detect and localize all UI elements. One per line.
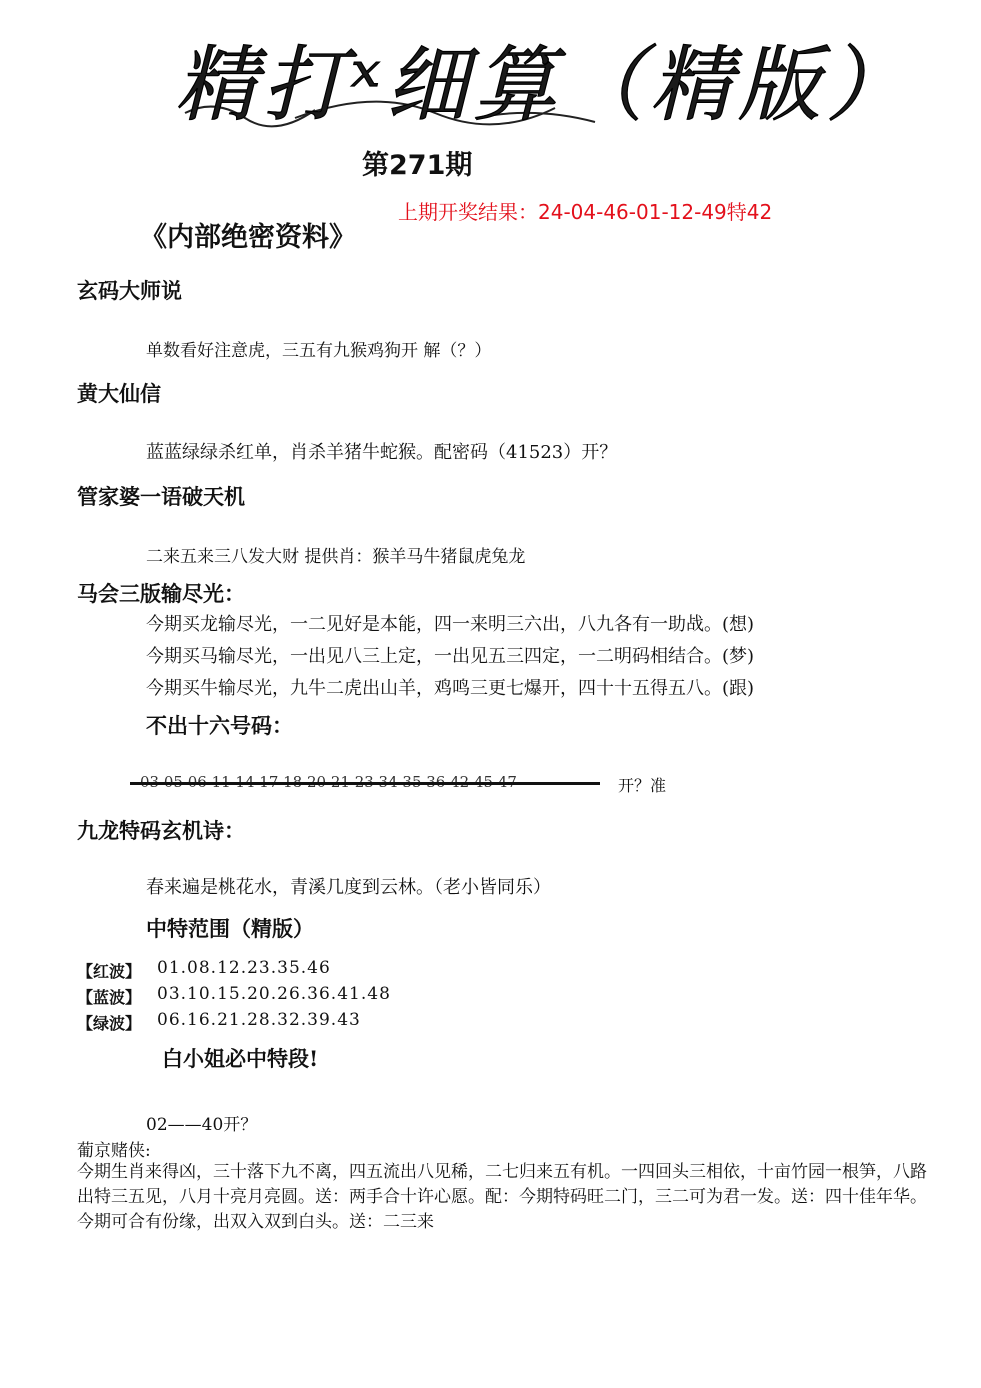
wave-numbers-green: 06.16.21.28.32.39.43 xyxy=(157,1010,361,1030)
svg-text:精打ˣ细算（精版）: 精打ˣ细算（精版） xyxy=(175,38,915,133)
wave-numbers-red: 01.08.12.23.35.46 xyxy=(157,958,331,978)
section-title-horse-club: 马会三版输尽光： xyxy=(77,581,245,606)
document-title: 《内部绝密资料》 xyxy=(140,222,356,253)
section-text-master: 单数看好注意虎，三五有九猴鸡狗开 解（？） xyxy=(146,341,492,361)
excluded-result: 开？准 xyxy=(618,776,667,795)
section-title-nine-dragon: 九龙特码玄机诗： xyxy=(77,818,245,843)
title-logo xyxy=(175,18,915,138)
section-title-excluded-numbers: 不出十六号码： xyxy=(146,713,293,738)
verse-line: 今期买马输尽光，一出见八三上定，一出见五三四定，一二明码相结合。(梦) xyxy=(146,646,755,667)
wave-tag-green: 【绿波】 xyxy=(77,1014,142,1033)
wave-tag-red: 【红波】 xyxy=(77,962,142,981)
verse-line: 今期买牛输尽光，九牛二虎出山羊，鸡鸣三更七爆开，四十十五得五八。(跟) xyxy=(146,678,755,699)
strikethrough-line xyxy=(130,782,600,785)
section-text-housekeeper: 二来五来三八发大财 提供肖：猴羊马牛猪鼠虎兔龙 xyxy=(146,547,526,567)
section-text-bai: 02——40开？ xyxy=(146,1115,258,1135)
issue-number: 第271期 xyxy=(362,150,473,181)
title-logo-art xyxy=(175,18,915,138)
section-title-housekeeper: 管家婆一语破天机 xyxy=(77,484,245,509)
section-title-bai: 白小姐必中特段! xyxy=(162,1046,319,1071)
section-text-huang: 蓝蓝绿绿杀红单，肖杀羊猪牛蛇猴。配密码（41523）开？ xyxy=(146,442,618,463)
section-title-master: 玄码大师说 xyxy=(77,278,182,303)
wave-tag-blue: 【蓝波】 xyxy=(77,988,142,1007)
section-title-range: 中特范围（精版） xyxy=(146,916,314,941)
section-title-casino: 葡京赌侠: xyxy=(77,1141,151,1161)
last-draw-result: 上期开奖结果：24-04-46-01-12-49特42 xyxy=(398,200,773,224)
verse-line: 今期买龙输尽光，一二见好是本能，四一来明三六出，八九各有一助战。(想) xyxy=(146,614,755,635)
section-title-huang: 黄大仙信 xyxy=(77,381,161,406)
section-text-casino: 今期生肖来得凶，三十落下九不离，四五流出八见稀，二七归来五有机。一四回头三相依，十亩竹园一根笋，八路出特三五见，八月十亮月亮圆。送：两手合十许心愿。配：今期特码旺二门，三二可为君一发。送：四十佳年华。今期可合有份缘，出双入双到白头。送：二三来 xyxy=(77,1162,927,1232)
wave-numbers-blue: 03.10.15.20.26.36.41.48 xyxy=(157,984,391,1004)
section-text-nine-dragon: 春来遍是桃花水，青溪几度到云林。（老小皆同乐） xyxy=(146,877,551,898)
